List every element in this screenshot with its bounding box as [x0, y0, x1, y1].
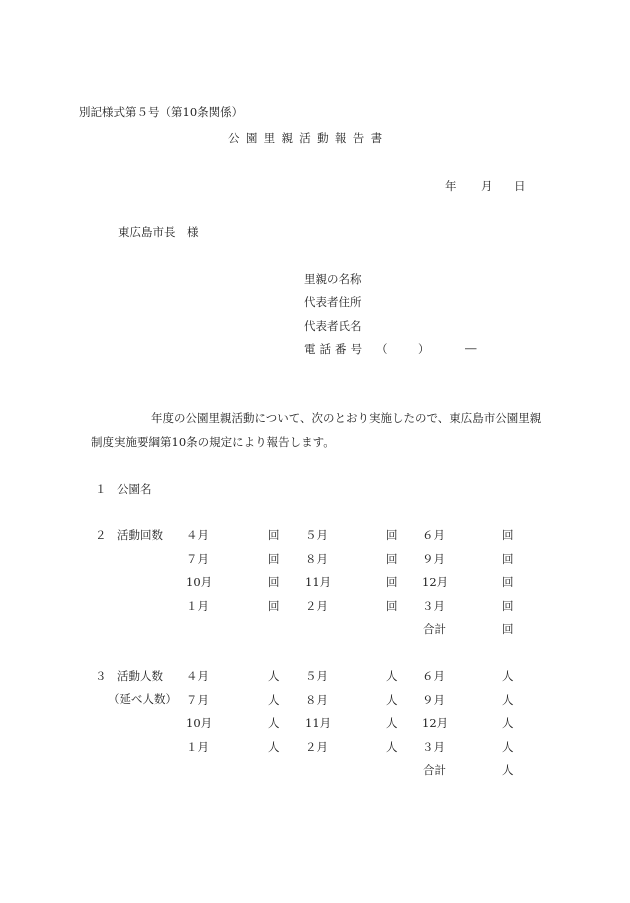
section2-unit-label: 回: [268, 598, 280, 613]
phone-dash: ―: [465, 341, 477, 355]
section3-row: [0, 692, 630, 708]
section2-label: 活動回数: [117, 528, 163, 542]
section2-unit-label: 回: [268, 575, 280, 589]
section3-sublabel: （延べ人数）: [108, 692, 177, 706]
section3-month-label: ２月: [305, 739, 328, 754]
date-month: 月: [481, 179, 493, 193]
section2-total-unit: 回: [502, 622, 514, 636]
section2-row: [0, 551, 630, 567]
section3-unit-label: 人: [502, 692, 514, 707]
section2-unit-label: 回: [386, 575, 398, 589]
body-text-line2: 制度実施要綱第10条の規定により報告します。: [91, 435, 335, 449]
section2-unit-label: 回: [502, 598, 514, 613]
section3-unit-label: 人: [386, 692, 398, 707]
section3-month-label: １月: [186, 739, 209, 754]
section3-month-label: 12月: [422, 716, 449, 730]
applicant-address-label: 代表者住所: [304, 295, 362, 309]
section2-total-label: 合計: [423, 622, 446, 636]
body-text-line1: 年度の公園里親活動について、次のとおり実施したので、東広島市公園里親: [151, 411, 542, 425]
section2-unit-label: 回: [502, 528, 514, 542]
section2-unit-label: 回: [502, 575, 514, 589]
section3-number: ３: [95, 669, 107, 683]
section3-month-label: ８月: [305, 692, 328, 707]
section2-month-label: ５月: [305, 528, 328, 542]
section2-month-label: ６月: [422, 528, 445, 542]
phone-close-paren: ）: [418, 342, 430, 356]
section2-month-label: 12月: [422, 575, 449, 589]
section3-unit-label: 人: [502, 739, 514, 754]
section3-row: [0, 739, 630, 755]
section3-total-unit: 人: [502, 763, 514, 777]
addressee: 東広島市長 様: [118, 225, 199, 239]
applicant-rep-label: 代表者氏名: [304, 319, 362, 333]
section3-row: [0, 715, 630, 731]
section3-month-label: 11月: [305, 716, 332, 730]
applicant-name-label: 里親の名称: [304, 272, 362, 286]
section2-row: [0, 598, 630, 614]
section3-month-label: ３月: [422, 739, 445, 754]
section3-unit-label: 人: [386, 716, 398, 730]
section3-unit-label: 人: [268, 716, 280, 730]
section2-month-label: ７月: [186, 551, 209, 566]
section2-month-label: ４月: [186, 528, 209, 542]
applicant-phone-label: 電話番号: [304, 342, 367, 356]
section3-month-label: ７月: [186, 692, 209, 707]
section3-row: [0, 668, 630, 684]
section2-unit-label: 回: [502, 551, 514, 566]
form-reference: 別記様式第５号（第10条関係）: [79, 105, 244, 119]
section2-unit-label: 回: [386, 598, 398, 613]
section3-unit-label: 人: [268, 739, 280, 754]
section2-month-label: ２月: [305, 598, 328, 613]
date-year: 年: [445, 179, 457, 193]
section2-month-label: ８月: [305, 551, 328, 566]
section3-month-label: ９月: [422, 692, 445, 707]
section3-unit-label: 人: [268, 692, 280, 707]
section3-total-label: 合計: [423, 763, 446, 777]
section2-unit-label: 回: [268, 528, 280, 542]
date-day: 日: [514, 179, 526, 193]
section1-label: 公園名: [117, 482, 152, 496]
section3-unit-label: 人: [502, 716, 514, 730]
section2-month-label: １月: [186, 598, 209, 613]
section3-unit-label: 人: [386, 669, 398, 683]
section2-month-label: ９月: [422, 551, 445, 566]
section2-number: ２: [95, 528, 107, 542]
section2-unit-label: 回: [386, 551, 398, 566]
section2-row: [0, 527, 630, 543]
section3-month-label: ５月: [305, 669, 328, 683]
section3-month-label: 10月: [186, 716, 213, 730]
section2-unit-label: 回: [268, 551, 280, 566]
section3-unit-label: 人: [386, 739, 398, 754]
section1-number: １: [95, 482, 107, 496]
section3-label: 活動人数: [117, 669, 163, 683]
section2-month-label: 11月: [305, 575, 332, 589]
section3-month-label: ４月: [186, 669, 209, 683]
section2-row: [0, 574, 630, 590]
section2-month-label: 10月: [186, 575, 213, 589]
phone-open-paren: （: [376, 342, 388, 356]
section3-unit-label: 人: [502, 669, 514, 683]
document-title: 公園里親活動報告書: [228, 131, 389, 145]
section2-unit-label: 回: [386, 528, 398, 542]
section3-unit-label: 人: [268, 669, 280, 683]
section3-month-label: ６月: [422, 669, 445, 683]
section2-month-label: ３月: [422, 598, 445, 613]
